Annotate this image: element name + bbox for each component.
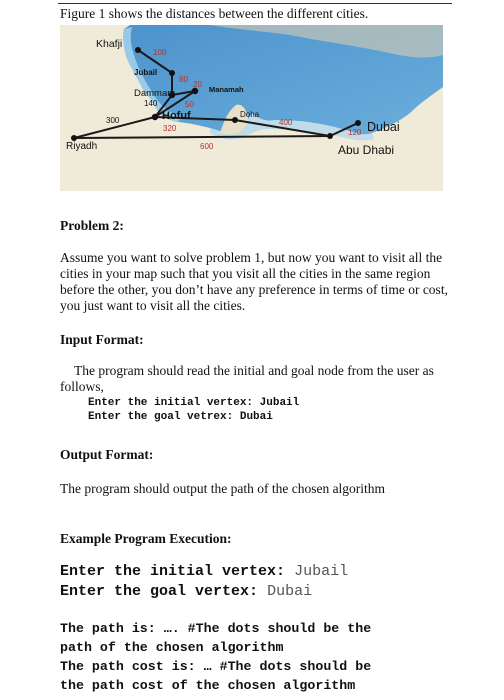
dist-dammam-hofuf: 140 (144, 99, 158, 108)
input-example-line-2 (88, 411, 273, 423)
example-goal-value: Dubai (267, 583, 313, 600)
example-line-2 (60, 582, 312, 602)
input-initial-value: Jubail (259, 397, 300, 409)
label-abu-dhabi: Abu Dhabi (338, 143, 395, 157)
dist-doha-dubai: 400 (279, 118, 293, 127)
label-riyadh: Riyadh (66, 141, 98, 152)
example-line-1 (60, 562, 348, 582)
input-initial-label: Enter the initial vertex: (88, 397, 254, 409)
dist-dammam-manamah: 20 (193, 80, 202, 89)
example-output-line-1: The path is: …. #The dots should be the (60, 621, 372, 636)
dist-hofuf-doha: 320 (163, 124, 177, 133)
dist-manamah-hofuf: 50 (185, 100, 194, 109)
label-dammam: Dammam (134, 88, 176, 99)
output-format-heading: Output Format: (60, 447, 154, 462)
city-distance-map (60, 25, 443, 191)
label-hofuf: Hofuf (162, 110, 191, 122)
node-dubai (327, 133, 333, 139)
example-heading: Example Program Execution: (60, 531, 232, 546)
node-hofuf (152, 114, 158, 120)
node-jubail (169, 70, 175, 76)
label-khafji: Khafji (96, 38, 123, 50)
dist-khafji-jubail: 100 (153, 48, 167, 57)
figure-caption: Figure 1 shows the distances between the different cities. (60, 6, 369, 21)
label-doha: Doha (240, 110, 260, 119)
input-format-text: The program should read the initial and goal node from the user as follows, (60, 363, 434, 394)
label-jubail: Jubail (134, 68, 158, 77)
node-khafji (135, 47, 141, 53)
node-doha (232, 117, 238, 123)
dist-riyadh-dubai: 600 (200, 142, 214, 151)
input-format-heading: Input Format: (60, 332, 144, 347)
example-output-line-3: The path cost is: … #The dots should be (60, 659, 372, 674)
input-goal-value: Dubai (239, 411, 273, 423)
top-rule (58, 3, 452, 4)
input-goal-label: Enter the goal vetrex: (88, 411, 234, 423)
example-output-line-2: path of the chosen algorithm (60, 640, 284, 655)
node-abudhabi (355, 120, 361, 126)
example-output-line-4: the path cost of the chosen algorithm (60, 678, 356, 693)
input-example-line-1 (88, 397, 299, 409)
problem-heading: Problem 2: (60, 218, 124, 233)
example-initial-value: Jubail (294, 563, 349, 580)
dist-jubail-dammam: 80 (179, 75, 188, 84)
output-format-text: The program should output the path of the chosen algorithm (60, 481, 386, 496)
example-initial-label: Enter the initial vertex: (60, 563, 286, 580)
example-goal-label: Enter the goal vertex: (60, 583, 259, 600)
label-dubai: Dubai (367, 120, 400, 134)
dist-dubai-abudhabi: 120 (348, 128, 362, 137)
label-manamah: Manamah (209, 85, 244, 94)
dist-riyadh-hofuf: 300 (106, 116, 120, 125)
problem-text: Assume you want to solve problem 1, but now you want to visit all the cities in your map such that you visit all the cities in the same region before the other, you don’t have any preference in terms of time or cost, you just want to visit all the cities. (60, 250, 448, 313)
